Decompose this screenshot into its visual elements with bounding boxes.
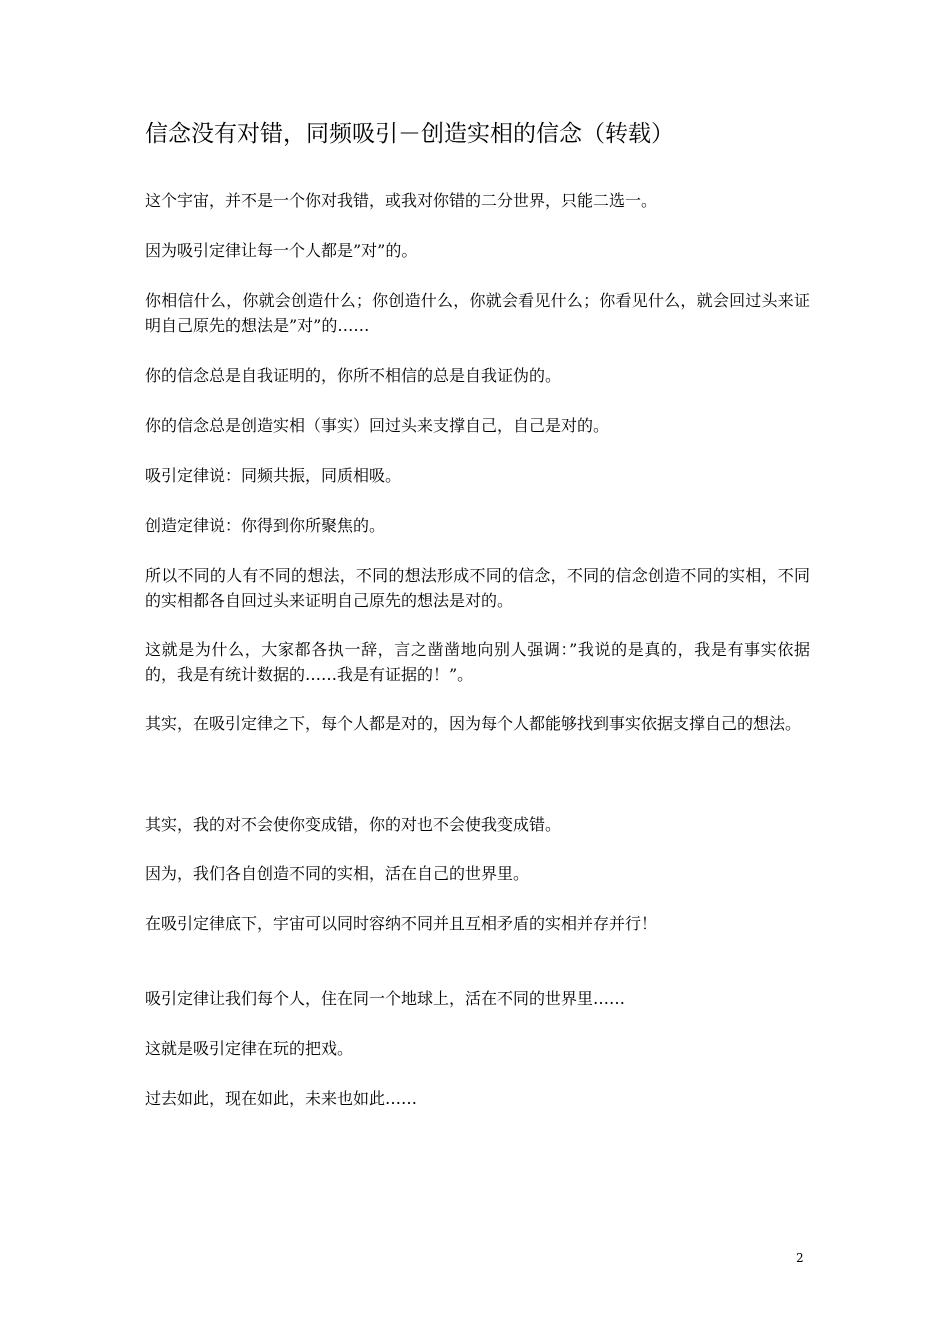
paragraph: 你的信念总是自我证明的，你所不相信的总是自我证伪的。 <box>145 366 562 385</box>
paragraph: 你的信念总是创造实相（事实）回过头来支撑自己，自己是对的。 <box>145 416 610 435</box>
paragraph: 其实，在吸引定律之下，每个人都是对的，因为每个人都能够找到事实依据支撑自己的想法。 <box>145 714 802 733</box>
paragraph: 因为，我们各自创造不同的实相，活在自己的世界里。 <box>145 864 530 883</box>
paragraph: 过去如此，现在如此，未来也如此…… <box>145 1089 418 1108</box>
paragraph: 这就是吸引定律在玩的把戏。 <box>145 1039 354 1058</box>
paragraph: 这就是为什么，大家都各执一辞，言之凿凿地向别人强调：”我说的是真的，我是有事实依据的，我是有统计数据的……我是有证据的！”。 <box>145 640 810 684</box>
paragraph: 因为吸引定律让每一个人都是”对”的。 <box>145 241 418 260</box>
paragraph: 你相信什么，你就会创造什么；你创造什么，你就会看见什么；你看见什么，就会回过头来证明自己原先的想法是”对”的…… <box>145 291 810 335</box>
paragraph: 在吸引定律底下，宇宙可以同时容纳不同并且互相矛盾的实相并存并行！ <box>145 914 658 933</box>
document-title: 信念没有对错，同频吸引－创造实相的信念（转载） <box>145 121 674 147</box>
paragraph: 这个宇宙，并不是一个你对我错，或我对你错的二分世界，只能二选一。 <box>145 191 658 210</box>
paragraph: 其实，我的对不会使你变成错，你的对也不会使我变成错。 <box>145 815 562 834</box>
paragraph: 创造定律说：你得到你所聚焦的。 <box>145 516 386 535</box>
paragraph: 所以不同的人有不同的想法，不同的想法形成不同的信念，不同的信念创造不同的实相，不同的实相都各自回过头来证明自己原先的想法是对的。 <box>145 566 810 610</box>
paragraph: 吸引定律让我们每个人，住在同一个地球上，活在不同的世界里…… <box>145 989 626 1008</box>
page-number: 2 <box>796 1251 804 1265</box>
paragraph: 吸引定律说：同频共振，同质相吸。 <box>145 466 402 485</box>
